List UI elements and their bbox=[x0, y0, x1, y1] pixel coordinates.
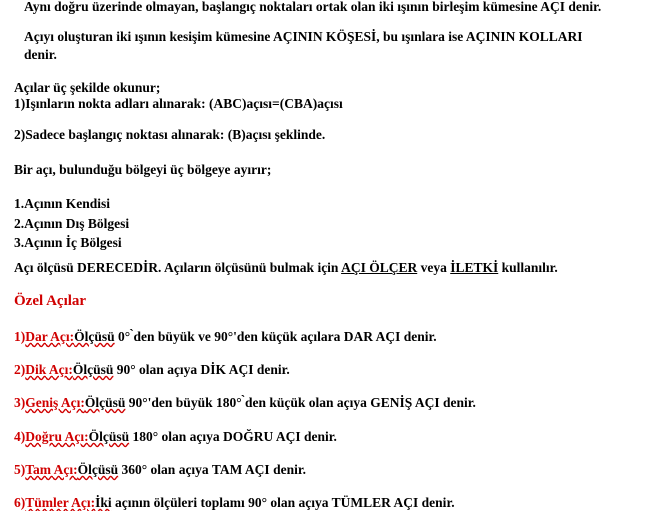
reading-item-1: 1)Işınların nokta adları alınarak: (ABC)açısı=(CBA)açısı bbox=[14, 96, 343, 111]
measure-text-before: Açı ölçüsü DERECEDİR. Açıların ölçüsünü bulmak için bbox=[14, 260, 342, 275]
reading-heading: Açılar üç şekilde okunur; bbox=[14, 80, 161, 95]
intro-paragraph-2 bbox=[0, 28, 646, 64]
measure-sentence bbox=[14, 260, 636, 276]
measure-text-middle: veya bbox=[417, 260, 451, 275]
special-angle-5-measure-label: Ölçüsü bbox=[77, 462, 119, 477]
intro-paragraph-2-line1: Açıyı oluşturan iki ışının kesişim kümesine AÇININ KÖŞESİ, bu ışınlara ise AÇININ KOLLARI bbox=[24, 29, 583, 44]
special-angle-3 bbox=[14, 395, 636, 411]
special-angle-1-measure-label: Ölçüsü bbox=[74, 329, 115, 344]
special-angles-title: Özel Açılar bbox=[14, 293, 87, 309]
special-angle-3-name: Geniş Açı: bbox=[25, 395, 85, 410]
special-angle-5-index: 5) bbox=[14, 462, 26, 477]
special-angle-5-name: Tam Açı: bbox=[25, 462, 78, 477]
measure-tool-2: İLETKİ bbox=[450, 260, 499, 275]
special-angle-5 bbox=[14, 462, 636, 478]
measure-tool-1: AÇI ÖLÇER bbox=[341, 260, 418, 275]
special-angle-3-measure-label: Ölçüsü bbox=[84, 395, 126, 410]
special-angle-2-index: 2) bbox=[14, 362, 26, 377]
special-angle-2-name: Dik Açı: bbox=[25, 362, 73, 377]
intro-paragraph-1-text: Aynı doğru üzerinde olmayan, başlangıç noktaları ortak olan iki ışının birleşim kümesine AÇI denir. bbox=[24, 0, 602, 14]
special-angle-5-description: 360° olan açıya TAM AÇI denir. bbox=[118, 462, 306, 477]
special-angle-6-index: 6) bbox=[14, 495, 26, 510]
intro-paragraph-2-line2: denir. bbox=[24, 47, 57, 63]
special-angle-3-index: 3) bbox=[14, 395, 26, 410]
regions-list bbox=[14, 194, 636, 253]
measure-section bbox=[14, 260, 636, 276]
intro-paragraph-1 bbox=[0, 0, 646, 16]
regions-item-3: 3.Açının İç Bölgesi bbox=[14, 235, 122, 251]
special-angle-4 bbox=[14, 429, 636, 445]
regions-heading-wrap bbox=[14, 162, 636, 178]
reading-item-2-wrap bbox=[14, 127, 636, 143]
special-angles-title-wrap bbox=[14, 293, 636, 310]
special-angle-1-name: Dar Açı: bbox=[25, 329, 75, 344]
regions-item-1: 1.Açının Kendisi bbox=[14, 196, 111, 211]
special-angle-2-description: 90° olan açıya DİK AÇI denir. bbox=[113, 362, 290, 377]
special-angle-4-name: Doğru Açı: bbox=[25, 429, 89, 444]
special-angle-6-name: Tümler Açı: bbox=[25, 495, 96, 510]
special-angle-4-description: 180° olan açıya DOĞRU AÇI denir. bbox=[129, 429, 337, 444]
special-angle-1-description: 0° ̀den büyük ve 90°'den küçük açılara DAR AÇI denir. bbox=[114, 329, 437, 344]
reading-item-2: 2)Sadece başlangıç noktası alınarak: (B)açısı şeklinde. bbox=[14, 127, 326, 142]
special-angle-1-index: 1) bbox=[14, 329, 26, 344]
special-angle-6-measure-label: İki bbox=[95, 495, 112, 510]
measure-text-after: kullanılır. bbox=[498, 260, 558, 275]
regions-heading: Bir açı, bulunduğu bölgeyi üç bölgeye ayırır; bbox=[14, 162, 272, 177]
special-angle-4-measure-label: Ölçüsü bbox=[88, 429, 130, 444]
regions-item-2: 2.Açının Dış Bölgesi bbox=[14, 215, 130, 231]
special-angle-6-description: açının ölçüleri toplamı 90° olan açıya TÜMLER AÇI denir. bbox=[111, 495, 455, 510]
special-angle-4-index: 4) bbox=[14, 429, 26, 444]
special-angle-2 bbox=[14, 362, 636, 378]
special-angle-3-description: 90°'den büyük 180° ̀den küçük olan açıya GENİŞ AÇI denir. bbox=[125, 395, 476, 410]
special-angle-1 bbox=[14, 329, 636, 345]
special-angle-2-measure-label: Ölçüsü bbox=[72, 362, 114, 377]
reading-section bbox=[14, 80, 636, 112]
